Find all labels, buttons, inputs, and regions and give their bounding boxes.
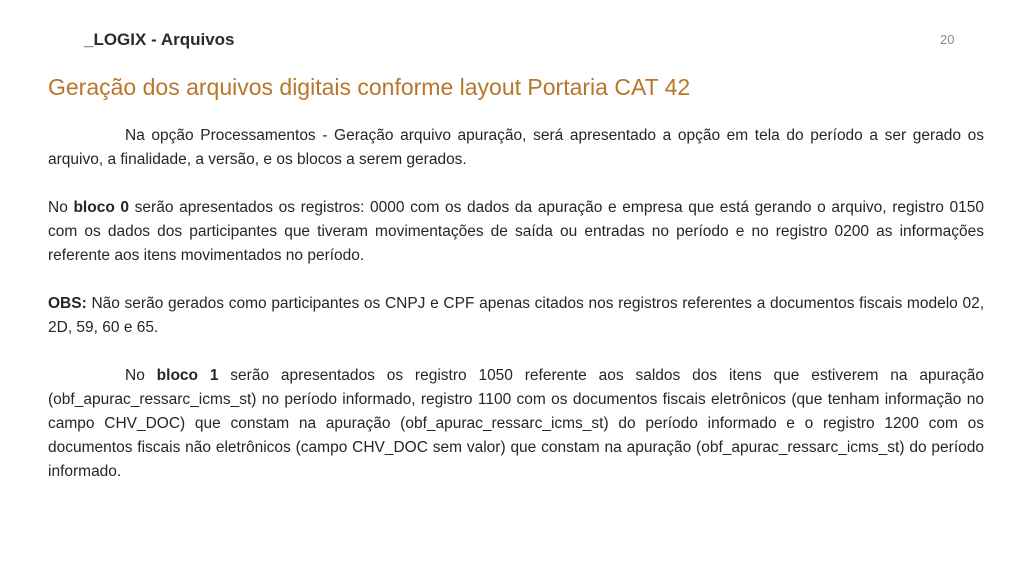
paragraph-intro: Na opção Processamentos - Geração arquivo apuração, será apresentado a opção em tela do período a ser gerado os arquivo, a finalidade, a versão, e os blocos a serem gerados. <box>48 127 984 168</box>
page-number: 20 <box>940 32 955 47</box>
paragraph-bloco-1 <box>48 364 984 484</box>
paragraph-text: serão apresentados os registro 1050 referente aos saldos dos itens que estiverem na apuração (obf_apurac_ressarc_icms_st) no período informado, registro 1100 com os documentos fiscais eletrônicos (que tenham informação no campo CHV_DOC) que constam na apuração (obf_apurac_ressarc_icms_st) do período informado e o registro 1200 com os documentos fiscais não eletrônicos (campo CHV_DOC sem valor) que constam na apuração (obf_apurac_ressarc_icms_st) do período informado. <box>48 367 985 480</box>
slide-header: _LOGIX - Arquivos <box>84 30 235 49</box>
paragraph-prefix: No <box>48 199 74 216</box>
paragraph-text: serão apresentados os registros: 0000 com os dados da apuração e empresa que está gerando o arquivo, registro 0150 com os dados dos participantes que tiveram movimentações de saída ou entradas no período e no registro 0200 as informações referente aos itens movimentados no período. <box>48 199 984 264</box>
paragraph-bloco-0 <box>48 196 984 268</box>
slide-body <box>48 124 984 484</box>
paragraph-obs <box>48 292 984 340</box>
bloco-0-label: bloco 0 <box>73 199 130 216</box>
obs-label: OBS: <box>48 295 87 312</box>
paragraph-text: Não serão gerados como participantes os CNPJ e CPF apenas citados nos registros referentes a documentos fiscais modelo 02, 2D, 59, 60 e 65. <box>48 295 984 336</box>
slide-title: Geração dos arquivos digitais conforme layout Portaria CAT 42 <box>48 74 691 100</box>
bloco-1-label: bloco 1 <box>156 367 219 384</box>
paragraph-prefix: No <box>125 367 157 384</box>
